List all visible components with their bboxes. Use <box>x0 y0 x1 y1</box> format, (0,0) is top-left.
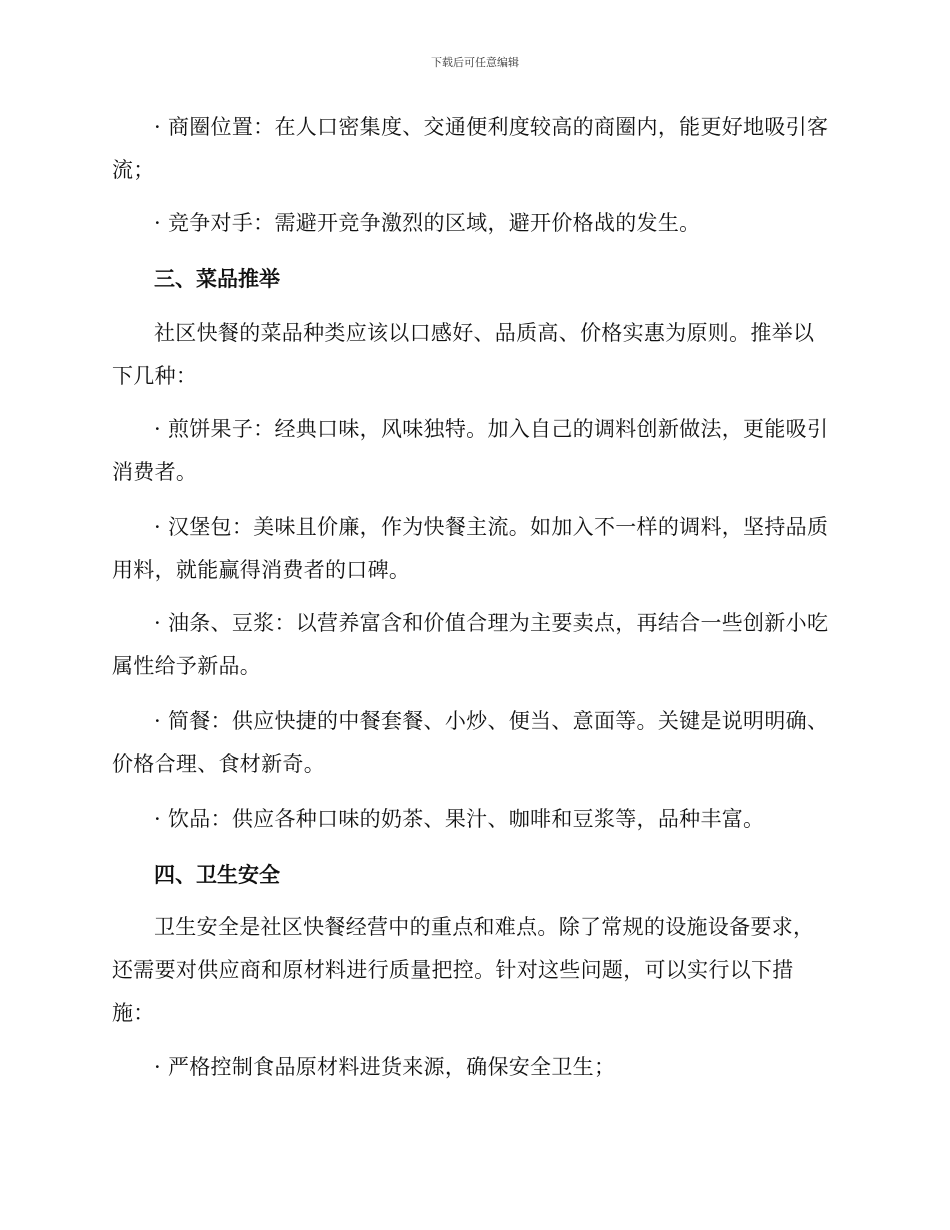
paragraph-hygiene-intro: 卫生安全是社区快餐经营中的重点和难点。除了常规的设施设备要求，还需要对供应商和原材料进行质量把控。针对这些问题，可以实行以下措施： <box>112 915 815 1025</box>
page-header: 下载后可任意编辑 <box>431 56 519 69</box>
paragraph-menu-intro: 社区快餐的菜品种类应该以口感好、品质高、价格实惠为原则。推举以下几种： <box>112 321 815 388</box>
paragraph-drinks: · 饮品：供应各种口味的奶茶、果汁、咖啡和豆浆等，品种丰富。 <box>154 807 765 831</box>
heading-hygiene-safety: 四、卫生安全 <box>154 863 280 887</box>
paragraph-simple-meals: · 简餐：供应快捷的中餐套餐、小炒、便当、意面等。关键是说明明确、价格合理、食材新奇。 <box>112 709 829 776</box>
paragraph-business-district: · 商圈位置：在人口密集度、交通便利度较高的商圈内，能更好地吸引客流； <box>112 115 829 182</box>
paragraph-hamburger: · 汉堡包：美味且价廉，作为快餐主流。如加入不一样的调料，坚持品质用料，就能赢得消费者的口碑。 <box>112 515 829 582</box>
paragraph-raw-materials: · 严格控制食品原材料进货来源，确保安全卫生； <box>154 1055 616 1079</box>
paragraph-competitors: · 竞争对手：需避开竞争激烈的区域，避开价格战的发生。 <box>154 211 701 235</box>
heading-menu-recommendation: 三、菜品推举 <box>154 267 280 291</box>
paragraph-jianbing: · 煎饼果子：经典口味，风味独特。加入自己的调料创新做法，更能吸引消费者。 <box>112 417 829 484</box>
paragraph-youtiao-doujiang: · 油条、豆浆：以营养富含和价值合理为主要卖点，再结合一些创新小吃属性给予新品。 <box>112 611 829 678</box>
